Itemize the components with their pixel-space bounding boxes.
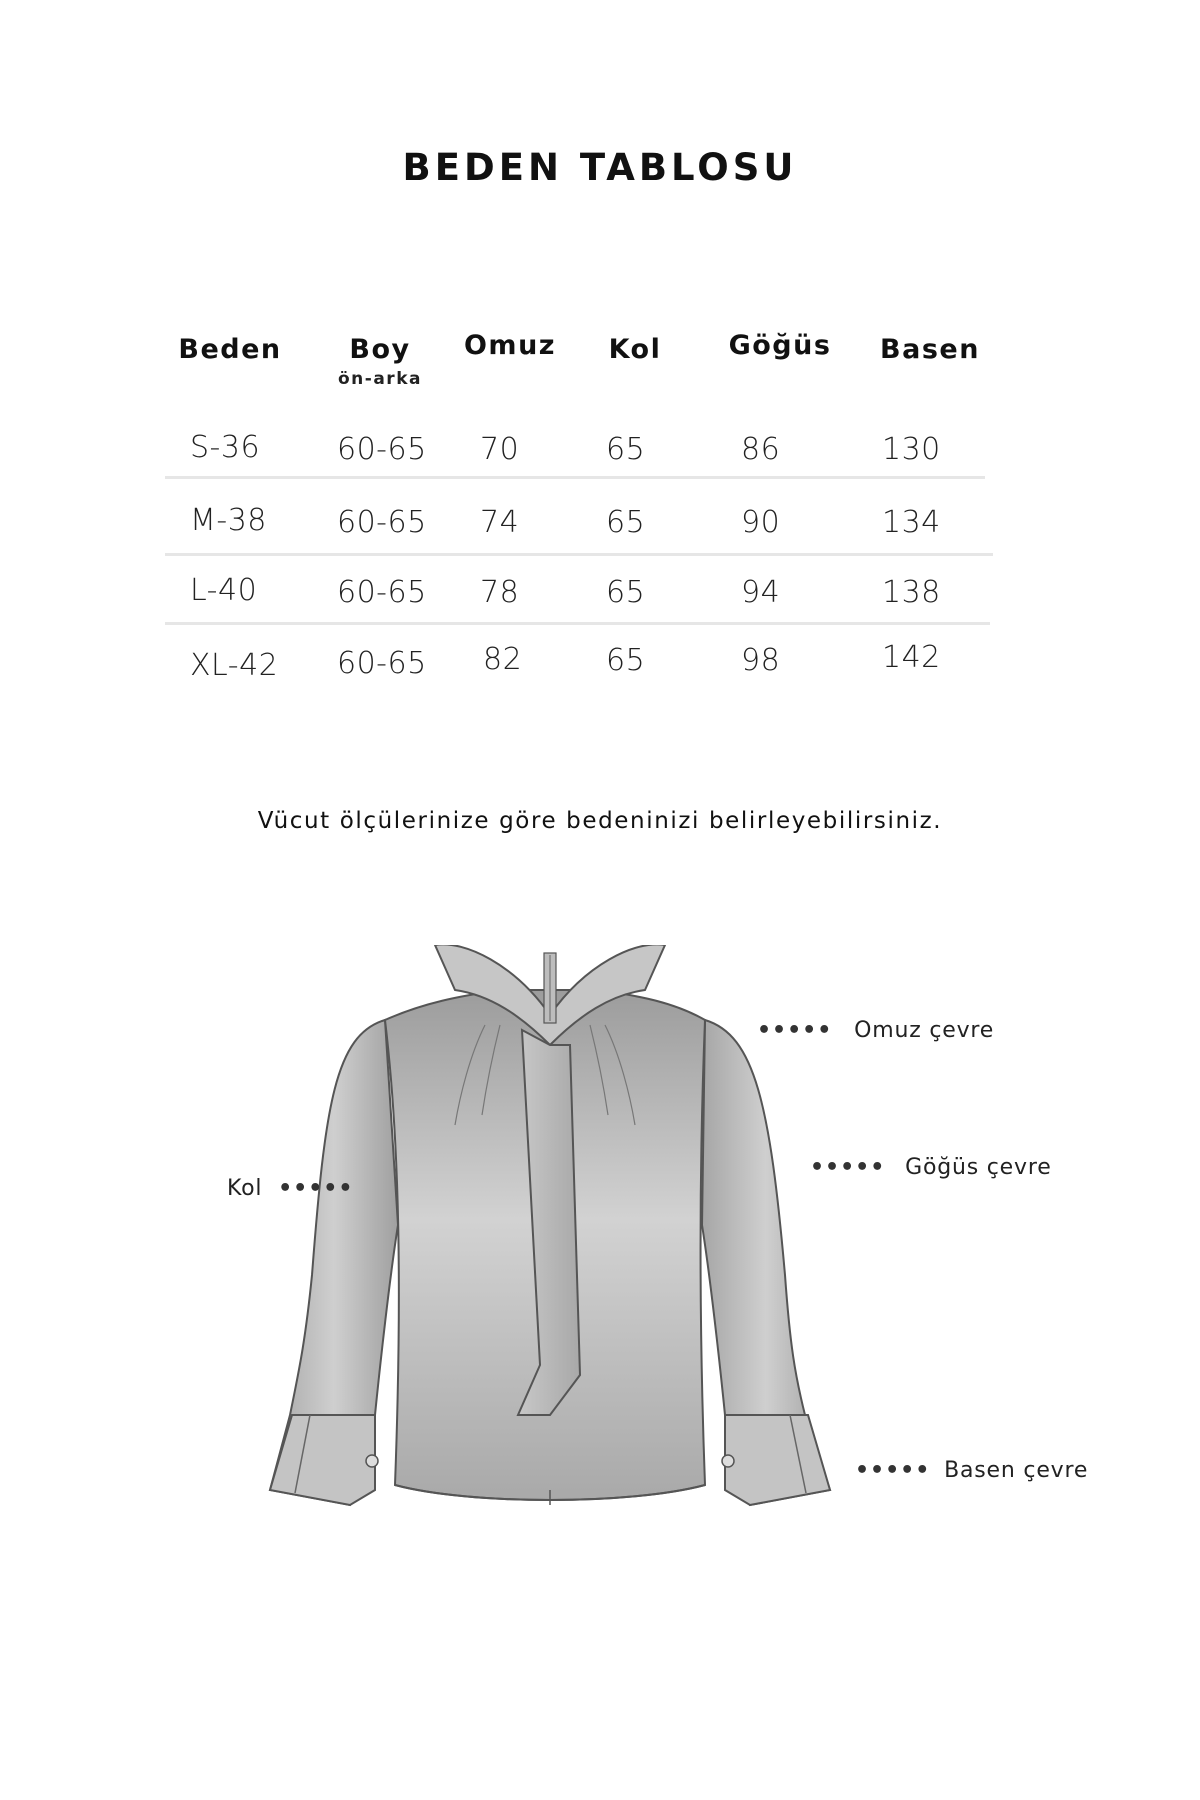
kol-label: [227, 1176, 353, 1201]
header-omuz: Omuz: [463, 330, 557, 361]
kol-label-text: Kol: [227, 1176, 263, 1201]
header-boy: Boy: [349, 334, 411, 365]
header-basen: Basen: [880, 334, 980, 365]
table-cell-boy: 60-65: [337, 646, 427, 681]
table-cell-basen: 130: [882, 432, 941, 467]
table-cell-basen: 142: [882, 640, 941, 675]
table-cell-basen: 138: [882, 575, 941, 610]
dotted-leader: •••••: [757, 1018, 833, 1043]
table-cell-omuz: 82: [483, 642, 523, 677]
table-cell-size: S-36: [190, 430, 261, 465]
table-cell-boy: 60-65: [337, 575, 427, 610]
table-cell-size: XL-42: [190, 648, 279, 683]
table-cell-omuz: 70: [480, 432, 520, 467]
omuz-label-text: Omuz çevre: [854, 1018, 995, 1043]
table-cell-omuz: 78: [480, 575, 520, 610]
table-cell-gogus: 94: [741, 575, 781, 610]
table-cell-kol: 65: [606, 643, 646, 678]
table-cell-kol: 65: [606, 575, 646, 610]
row-divider: [165, 553, 993, 556]
table-cell-gogus: 98: [741, 643, 781, 678]
omuz-label: [757, 1018, 994, 1043]
basen-label-text: Basen çevre: [944, 1458, 1089, 1483]
page-title: BEDEN TABLOSU: [402, 146, 798, 189]
dotted-leader: •••••: [278, 1176, 354, 1201]
table-cell-boy: 60-65: [337, 432, 427, 467]
dotted-leader: •••••: [855, 1458, 931, 1483]
table-cell-gogus: 86: [741, 432, 781, 467]
table-cell-size: L-40: [190, 573, 258, 608]
basen-label: [855, 1458, 1088, 1483]
size-note: Vücut ölçülerinize göre bedeninizi belirleyebilirsiniz.: [257, 808, 943, 834]
header-boy-sub: ön-arka: [338, 369, 422, 389]
header-gogus: Göğüs: [728, 330, 832, 361]
gogus-label: [810, 1155, 1052, 1180]
table-cell-basen: 134: [882, 505, 941, 540]
row-divider: [165, 476, 985, 479]
header-kol: Kol: [608, 334, 662, 365]
table-cell-boy: 60-65: [337, 505, 427, 540]
table-cell-size: M-38: [190, 503, 267, 538]
row-divider: [165, 622, 990, 625]
gogus-label-text: Göğüs çevre: [905, 1155, 1052, 1180]
header-beden: Beden: [178, 334, 282, 365]
table-cell-gogus: 90: [741, 505, 781, 540]
table-cell-kol: 65: [606, 432, 646, 467]
table-cell-kol: 65: [606, 505, 646, 540]
table-cell-omuz: 74: [480, 505, 520, 540]
dotted-leader: •••••: [810, 1155, 886, 1180]
